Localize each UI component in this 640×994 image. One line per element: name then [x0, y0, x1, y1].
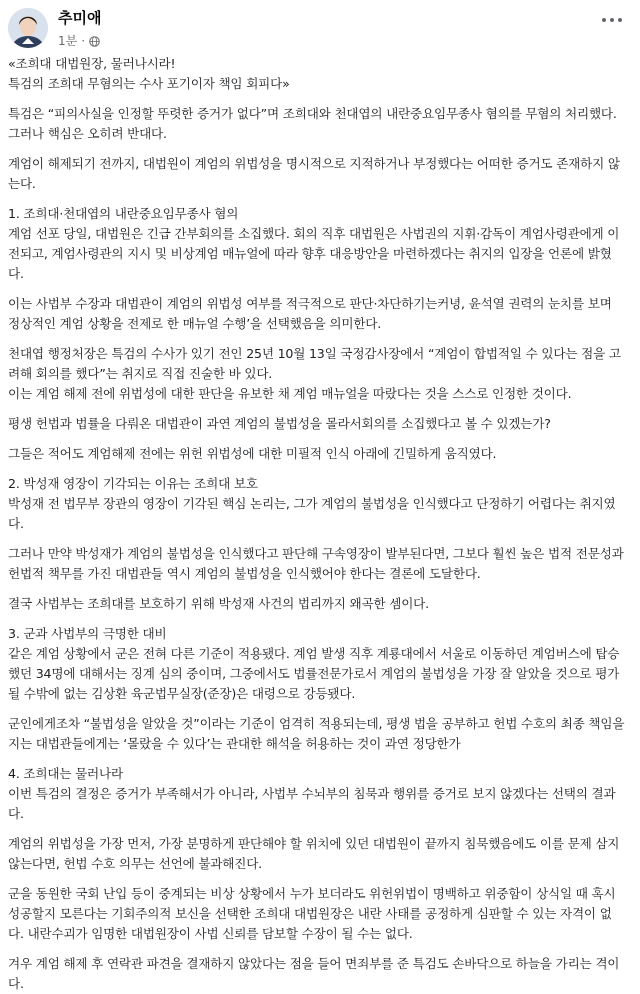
globe-icon[interactable] [89, 36, 100, 47]
post-text-line: 그러나 만약 박성재가 계엄의 불법성을 인식했다고 판단해 구속영장이 발부된다면, 그보다 훨씬 높은 법적 전문성과 헌법적 책무를 가진 대법관들 역시 계엄의 불법성을 인식했어야 한다는 결론에 도달한다. [8, 546, 624, 581]
post-text-line: 2. 박성재 영장이 기각되는 이유는 조희대 보호 [8, 476, 258, 491]
author-name[interactable]: 추미애 [58, 9, 102, 27]
post-text-line: «조희대 대법원장, 물러나시라! [8, 56, 176, 71]
post-text-line: 이는 계엄 해제 전에 위법성에 대한 판단을 유보한 채 계엄 매뉴얼을 따랐다는 것을 스스로 인정한 것이다. [8, 386, 572, 401]
post-timestamp[interactable]: 1분 [58, 34, 78, 48]
post-text-line: 평생 헌법과 법률을 다뤄온 대법관이 과연 계엄의 불법성을 몰라서회의를 소집했다고 볼 수 있겠는가? [8, 416, 551, 431]
post-paragraph [8, 444, 626, 464]
meta-separator: · [81, 34, 86, 48]
post-body [8, 54, 630, 994]
post-paragraph [8, 104, 626, 144]
post-paragraph [8, 884, 626, 944]
avatar-image [8, 8, 48, 48]
post-text-line: 특검은 “피의사실을 인정할 뚜렷한 증거가 없다”며 조희대와 천대엽의 내란중요임무종사 혐의를 무혐의 처리했다. 그러나 핵심은 오히려 반대다. [8, 106, 617, 141]
post-paragraph [8, 954, 626, 994]
post-paragraph [8, 474, 626, 534]
post-text-line: 결국 사법부는 조희대를 보호하기 위해 박성재 사건의 법리까지 왜곡한 셈이다. [8, 596, 429, 611]
post-text-line: 그들은 적어도 계엄해제 전에는 위헌 위법성에 대한 미필적 인식 아래에 긴밀하게 움직였다. [8, 446, 497, 461]
post-paragraph [8, 624, 626, 704]
post-paragraph [8, 834, 626, 874]
post-text-line: 이번 특검의 결정은 증거가 부족해서가 아니라, 사법부 수뇌부의 침묵과 행위를 증거로 보지 않겠다는 선택의 결과다. [8, 786, 616, 821]
post-paragraph [8, 764, 626, 824]
post-meta [58, 6, 101, 49]
post-text-line: 박성재 전 법무부 장관의 영장이 기각된 핵심 논리는, 그가 계엄의 불법성을 인식했다고 단정하기 어렵다는 취지였다. [8, 496, 616, 531]
post-paragraph [8, 714, 626, 754]
post-paragraph [8, 594, 626, 614]
post-text-line: 계엄의 위법성을 가장 먼저, 가장 분명하게 판단해야 할 위치에 있던 대법원이 끝까지 침묵했음에도 이를 문제 삼지 않는다면, 헌법 수호 의무는 선언에 불과해진다. [8, 836, 620, 871]
post-text-line: 1. 조희대·천대엽의 내란중요임무종사 혐의 [8, 206, 239, 221]
post-paragraph [8, 414, 626, 434]
post-paragraph [8, 154, 626, 194]
post-text-line: 같은 계엄 상황에서 군은 전혀 다른 기준이 적용됐다. 계엄 발생 직후 계룡대에서 서울로 이동하던 계엄버스에 탑승했던 34명에 대해서는 징계 심의 중이며, 그중에서도 법률전문가로서 계엄의 불법성을 가장 잘 알았을 것으로 평가될 수밖에 없는 김상환 육군법무실장(준장)은 대령으로 강등됐다. [8, 646, 620, 701]
more-horizontal-icon[interactable] [600, 12, 624, 28]
post-text-line: 군인에게조차 “불법성을 알았을 것”이라는 기준이 엄격히 적용되는데, 평생 법을 공부하고 헌법 수호의 최종 책임을 지는 대법관들에게는 ‘몰랐을 수 있다’는 관대한 해석을 허용하는 것이 과연 정당한가 [8, 716, 625, 751]
post-paragraph [8, 54, 626, 94]
post-paragraph [8, 544, 626, 584]
avatar[interactable] [8, 8, 48, 48]
post-paragraph [8, 204, 626, 284]
post-text-line: 이는 사법부 수장과 대법관이 계엄의 위법성 여부를 적극적으로 판단·차단하기는커녕, 윤석열 권력의 눈치를 보며 정상적인 계엄 상황을 전제로 한 매뉴얼 수행’을 선택했음을 의미한다. [8, 296, 612, 331]
post-text-line: 겨우 계엄 해제 후 연락관 파견을 결재하지 않았다는 점을 들어 면죄부를 준 특검도 손바닥으로 하늘을 가리는 격이다. [8, 956, 620, 991]
post-text-line: 천대엽 행정처장은 특검의 수사가 있기 전인 25년 10월 13일 국정감사장에서 “계엄이 합법적일 수 있다는 점을 고려해 회의를 했다”는 취지로 직접 진술한 바 있다. [8, 346, 621, 381]
post-paragraph [8, 294, 626, 334]
post-subline [58, 33, 101, 49]
post-paragraph [8, 344, 626, 404]
post-header [8, 6, 630, 50]
post-text-line: 4. 조희대는 물러나라 [8, 766, 123, 781]
post-text-line: 특검의 조희대 무혐의는 수사 포기이자 책임 회피다» [8, 76, 290, 91]
post-text-line: 군을 동원한 국회 난입 등이 중계되는 비상 상황에서 누가 보더라도 위헌위법이 명백하고 위중함이 상식일 때 혹시 성공할지 모른다는 기회주의적 보신을 선택한 조희대 대법원장은 내란 사태를 공정하게 심판할 수 있는 자격이 없다. 내란수괴가 임명한 대법원장이 사법 신뢰를 담보할 수장이 될 수는 없다. [8, 886, 616, 941]
post-text-line: 계엄 선포 당일, 대법원은 긴급 간부회의를 소집했다. 회의 직후 대법원은 사법권의 지휘·감독이 계엄사령관에게 이전되고, 계엄사령관의 지시 및 비상계엄 매뉴얼에 따라 향후 대응방안을 마련하겠다는 취지의 입장을 언론에 밝혔다. [8, 226, 620, 281]
post-text-line: 계엄이 해제되기 전까지, 대법원이 계엄의 위법성을 명시적으로 지적하거나 부정했다는 어떠한 증거도 존재하지 않는다. [8, 156, 620, 191]
post-text-line: 3. 군과 사법부의 극명한 대비 [8, 626, 167, 641]
